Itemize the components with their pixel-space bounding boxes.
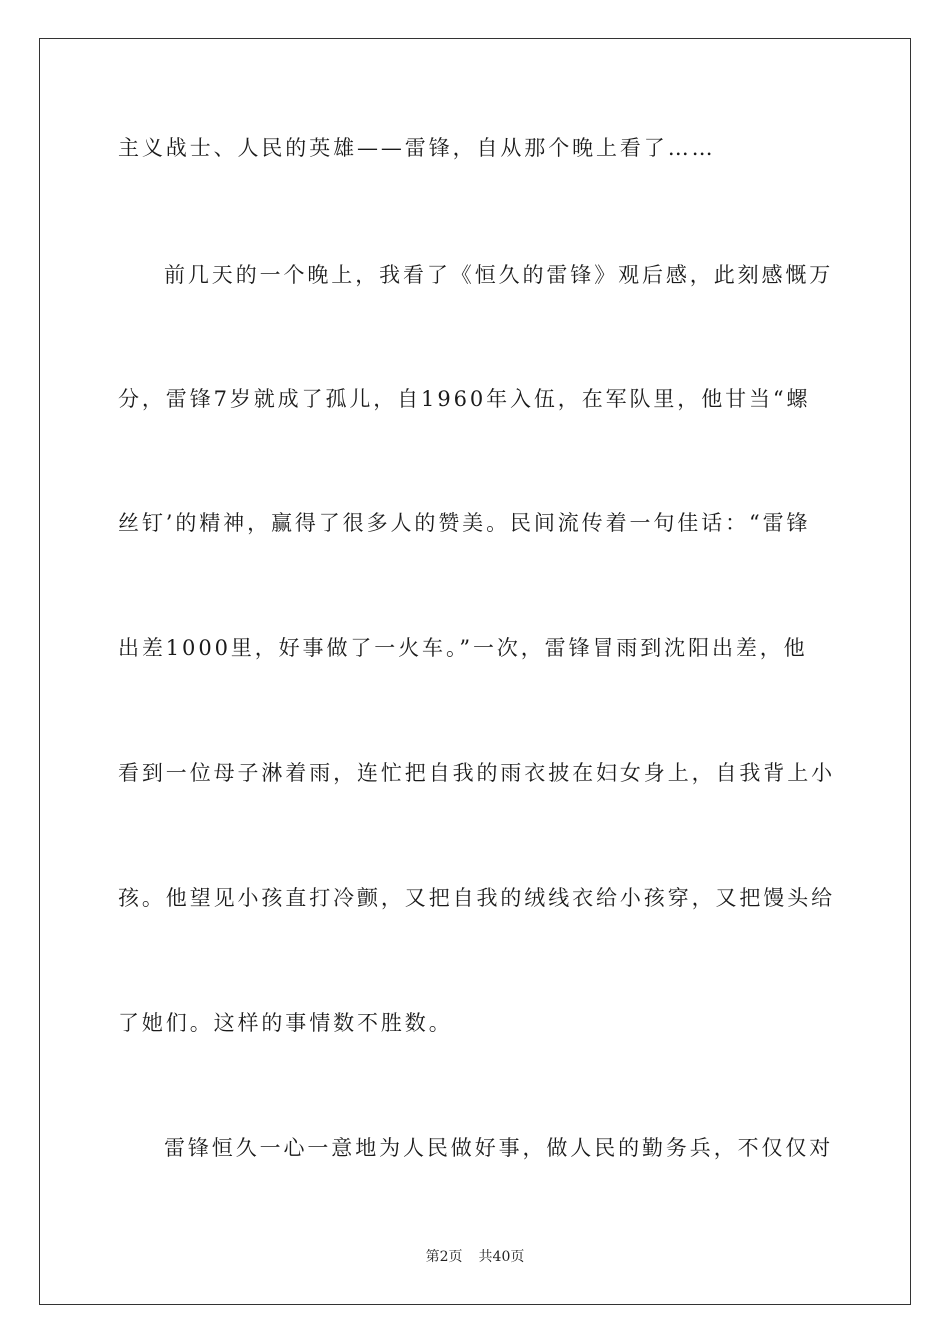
text-line: 孩。他望见小孩直打冷颤，又把自我的绒线衣给小孩穿，又把馒头给 <box>118 886 835 910</box>
text-line: 主义战士、人民的英雄——雷锋，自从那个晚上看了…… <box>118 136 716 160</box>
page-border <box>39 38 911 1305</box>
page-footer <box>0 1248 950 1266</box>
text-line: 了她们。这样的事情数不胜数。 <box>118 1011 453 1035</box>
text-line: 分，雷锋7岁就成了孤儿，自1960年入伍，在军队里，他甘当“螺 <box>118 387 811 411</box>
page-total: 共40页 <box>478 1249 525 1265</box>
page-number: 第2页 <box>425 1249 463 1265</box>
text-line: 出差1000里，好事做了一火车。”一次，雷锋冒雨到沈阳出差，他 <box>118 636 808 660</box>
paragraph-start-line: 前几天的一个晚上，我看了《恒久的雷锋》观后感，此刻感慨万 <box>164 263 834 287</box>
text-line: 看到一位母子淋着雨，连忙把自我的雨衣披在妇女身上，自我背上小 <box>118 761 835 785</box>
text-line: 丝钉’的精神，赢得了很多人的赞美。民间流传着一句佳话：“雷锋 <box>118 511 811 535</box>
paragraph-start-line: 雷锋恒久一心一意地为人民做好事，做人民的勤务兵，不仅仅对 <box>164 1136 834 1160</box>
